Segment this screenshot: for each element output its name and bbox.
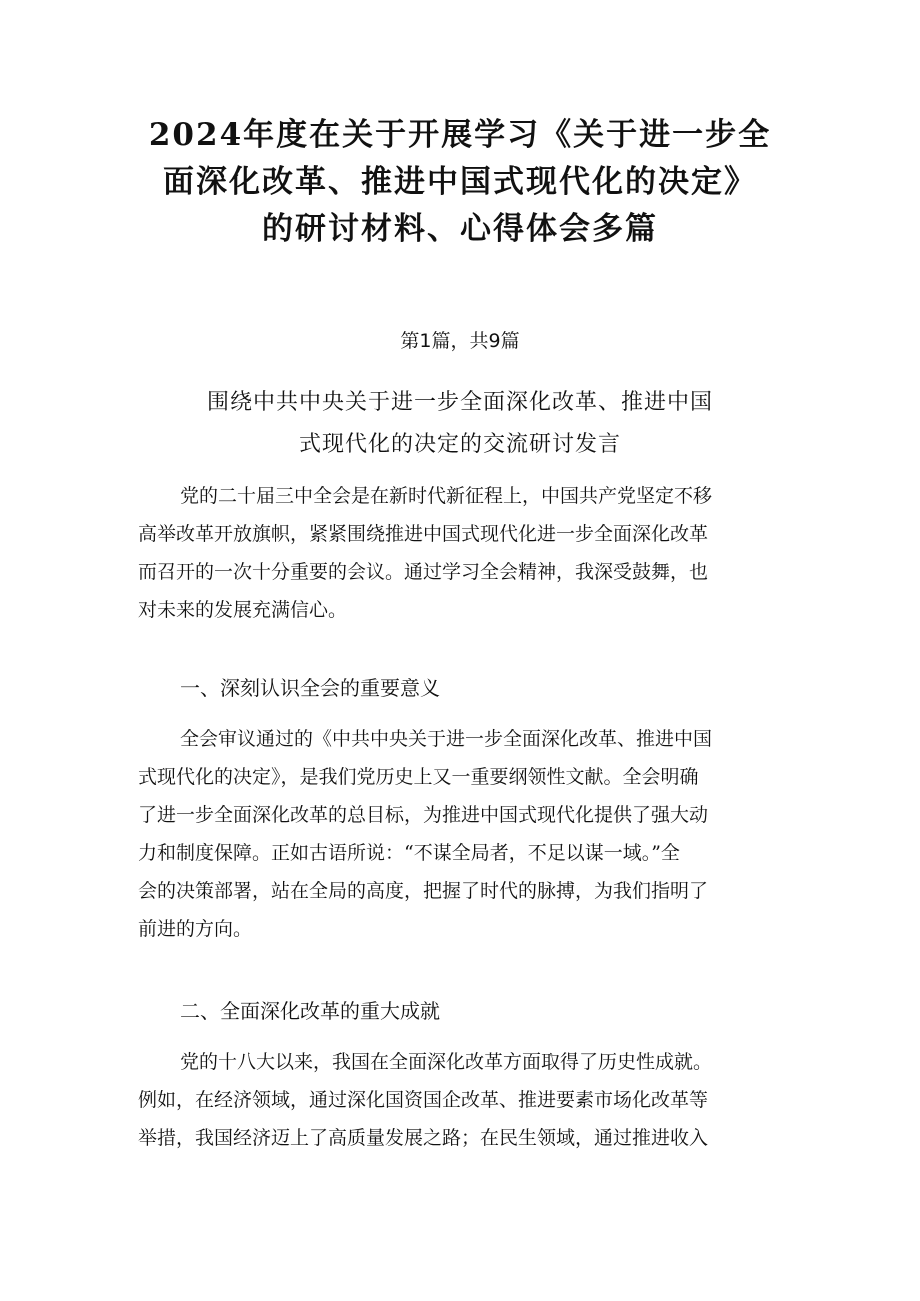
paragraph-line: 了进一步全面深化改革的总目标，为推进中国式现代化提供了强大动 <box>138 804 709 826</box>
paragraph-achievements <box>138 1043 788 1157</box>
paragraph-intro <box>138 477 788 629</box>
section-heading-1: 一、深刻认识全会的重要意义 <box>180 676 440 700</box>
title-line-2: 面深化改革、推进中国式现代化的决定》 <box>163 164 757 200</box>
paragraph-line: 会的决策部署，站在全局的高度，把握了时代的脉搏，为我们指明了 <box>138 880 709 902</box>
title-line-3: 的研讨材料、心得体会多篇 <box>262 211 658 247</box>
article-title-line-2: 式现代化的决定的交流研讨发言 <box>298 432 621 457</box>
part-counter: 第1篇，共9篇 <box>400 330 520 352</box>
paragraph-line: 党的十八大以来，我国在全面深化改革方面取得了历史性成就。 <box>180 1051 713 1073</box>
article-title <box>120 382 800 466</box>
paragraph-line: 对未来的发展充满信心。 <box>138 599 348 621</box>
paragraph-line: 党的二十届三中全会是在新时代新征程上，中国共产党坚定不移 <box>180 485 713 507</box>
section-heading-2: 二、全面深化改革的重大成就 <box>180 999 440 1023</box>
paragraph-line: 力和制度保障。正如古语所说：“不谋全局者，不足以谋一域。”全 <box>138 842 680 864</box>
paragraph-line: 前进的方向。 <box>138 918 253 940</box>
paragraph-line: 例如，在经济领域，通过深化国资国企改革、推进要素市场化改革等 <box>138 1089 709 1111</box>
paragraph-significance <box>138 720 788 948</box>
paragraph-line: 举措，我国经济迈上了高质量发展之路；在民生领域，通过推进收入 <box>138 1127 709 1149</box>
paragraph-line: 全会审议通过的《中共中央关于进一步全面深化改革、推进中国 <box>180 728 713 750</box>
paragraph-line: 式现代化的决定》，是我们党历史上又一重要纲领性文献。全会明确 <box>138 766 699 788</box>
paragraph-line: 而召开的一次十分重要的会议。通过学习全会精神，我深受鼓舞，也 <box>138 561 709 583</box>
title-line-1: 2024年度在关于开展学习《关于进一步全 <box>148 117 772 153</box>
document-title <box>110 112 810 253</box>
article-title-line-1: 围绕中共中央关于进一步全面深化改革、推进中国 <box>206 390 713 415</box>
paragraph-line: 高举改革开放旗帜，紧紧围绕推进中国式现代化进一步全面深化改革 <box>138 523 709 545</box>
